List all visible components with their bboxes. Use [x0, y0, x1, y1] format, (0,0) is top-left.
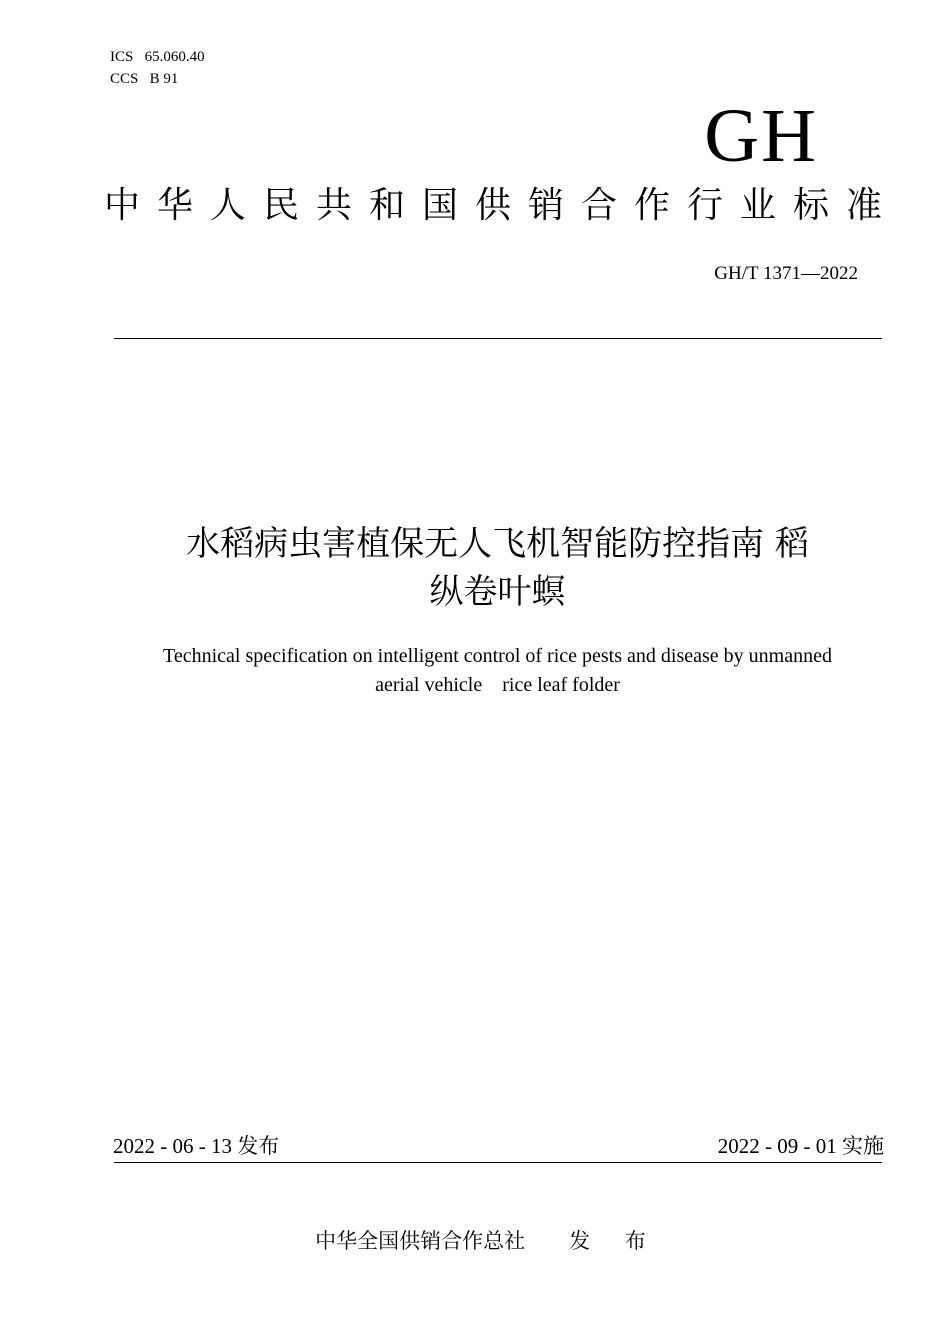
publisher-line: [0, 1227, 950, 1255]
publish-label: 发布: [237, 1134, 280, 1158]
implement-label: 实施: [842, 1134, 884, 1158]
bottom-divider: [114, 1162, 882, 1163]
standard-number: GH/T 1371—2022: [714, 263, 858, 284]
publisher-name: 中华全国供销合作总社: [315, 1229, 526, 1253]
title-en-line-2: aerial vehicle rice leaf folder: [375, 674, 620, 696]
classification-codes: [110, 46, 205, 90]
implement-date-block: [718, 1133, 884, 1159]
document-title-cn: [110, 520, 885, 616]
document-title-en: [110, 642, 885, 700]
implement-date: 2022 - 09 - 01: [717, 1134, 837, 1158]
publish-date-block: [113, 1133, 279, 1159]
title-cn-line-2: 纵卷叶螟: [429, 572, 566, 612]
standard-category-title: 中华人民共和国供销合作行业标准: [104, 185, 900, 226]
title-en-line-1: Technical specification on intelligent control of rice pests and disease by unmanned: [163, 645, 832, 667]
title-cn-line-1: 水稻病虫害植保无人飞机智能防控指南 稻: [186, 524, 809, 564]
top-divider: [114, 338, 882, 339]
publish-date: 2022 - 06 - 13: [113, 1134, 232, 1158]
gh-logo: GH: [704, 94, 818, 178]
ccs-code: CCS B 91: [110, 71, 179, 87]
publisher-action: 发 布: [569, 1229, 660, 1253]
ics-code: ICS 65.060.40: [110, 49, 205, 65]
